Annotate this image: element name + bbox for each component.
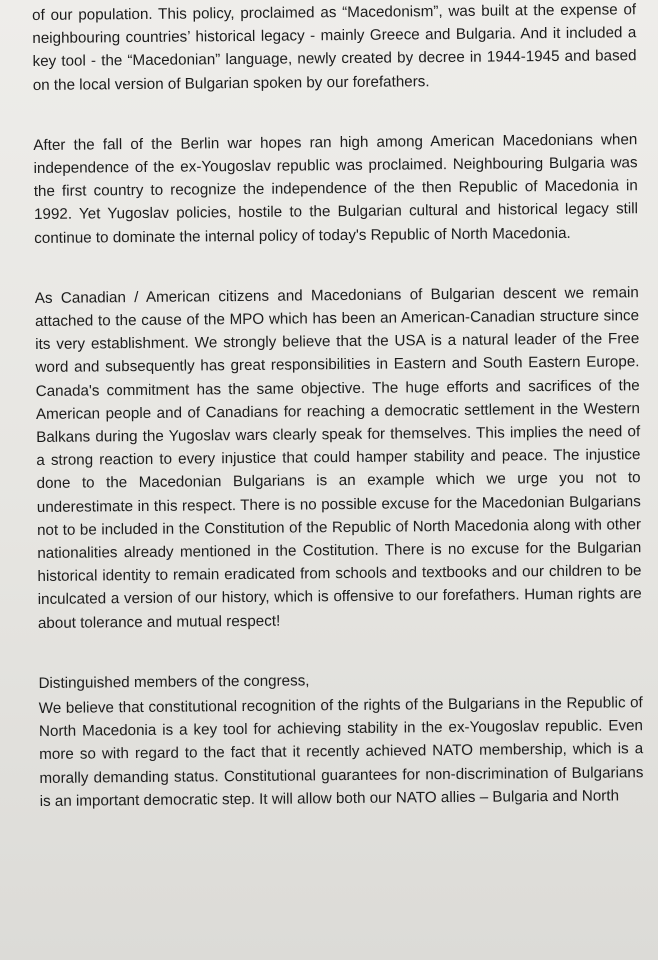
document-body — [32, 0, 644, 813]
paragraph-citizens-appeal: As Canadian / American citizens and Macedonians of Bulgarian descent we remain attached to the cause of the MPO which has been an American-Canadian structure since its very establishment. We strongly believe that the USA is a natural leader of the Free word and subsequently has great responsibilities in Eastern and South Eastern Europe. Canada's commitment has the same objective. The huge efforts and sacrifices of the American people and of Canadians for reaching a democratic settlement in the Western Balkans during the Yugoslav wars clearly speak for themselves. This implies the need of a strong reaction to every injustice that could hamper stability and peace. The injustice done to the Macedonian Bulgarians is an example which we urge you not to underestimate in this respect. There is no possible excuse for the Macedonian Bulgarians not to be included in the Constitution of the Republic of North Macedonia along with other nationalities already mentioned in the Costitution. There is no excuse for the Bulgarian historical identity to remain eradicated from schools and textbooks and our children to be inculcated a version of our history, which is offensive to our forefathers. Human rights are about tolerance and mutual respect! — [34, 284, 642, 632]
paragraph-macedonism: of our population. This policy, proclaimed as “Macedonism”, was built at the expense of neighbouring countries’ historical legacy - mainly Greece and Bulgaria. And it included a key tool - the “Macedonian” language, newly created by decree in 1944-1945 and based on the local version of Bulgarian spoken by our forefathers. — [32, 1, 637, 94]
paragraph-constitutional-recognition: We believe that constitutional recognition of the rights of the Bulgarians in the Republic of North Macedonia is a key tool for achieving stability in the ex-Yougoslav republic. Even more so with regard to the fact that it recently achieved NATO membership, which is a morally demanding status. Constitutional guarantees for non-discrimination of Bulgarians is an important democratic step. It will allow both our NATO allies – Bulgaria and North — [38, 694, 644, 810]
paragraph-independence: After the fall of the Berlin war hopes ran high among American Macedonians when independence of the ex-Yougoslav republic was proclaimed. Neighbouring Bulgaria was the first country to recognize the independence of the then Republic of Macedonia in 1992. Yet Yugoslav policies, hostile to the Bulgarian cultural and historical legacy still continue to dominate the internal policy of today's Republic of North Macedonia. — [33, 131, 639, 247]
salutation: Distinguished members of the congress, — [38, 672, 310, 692]
